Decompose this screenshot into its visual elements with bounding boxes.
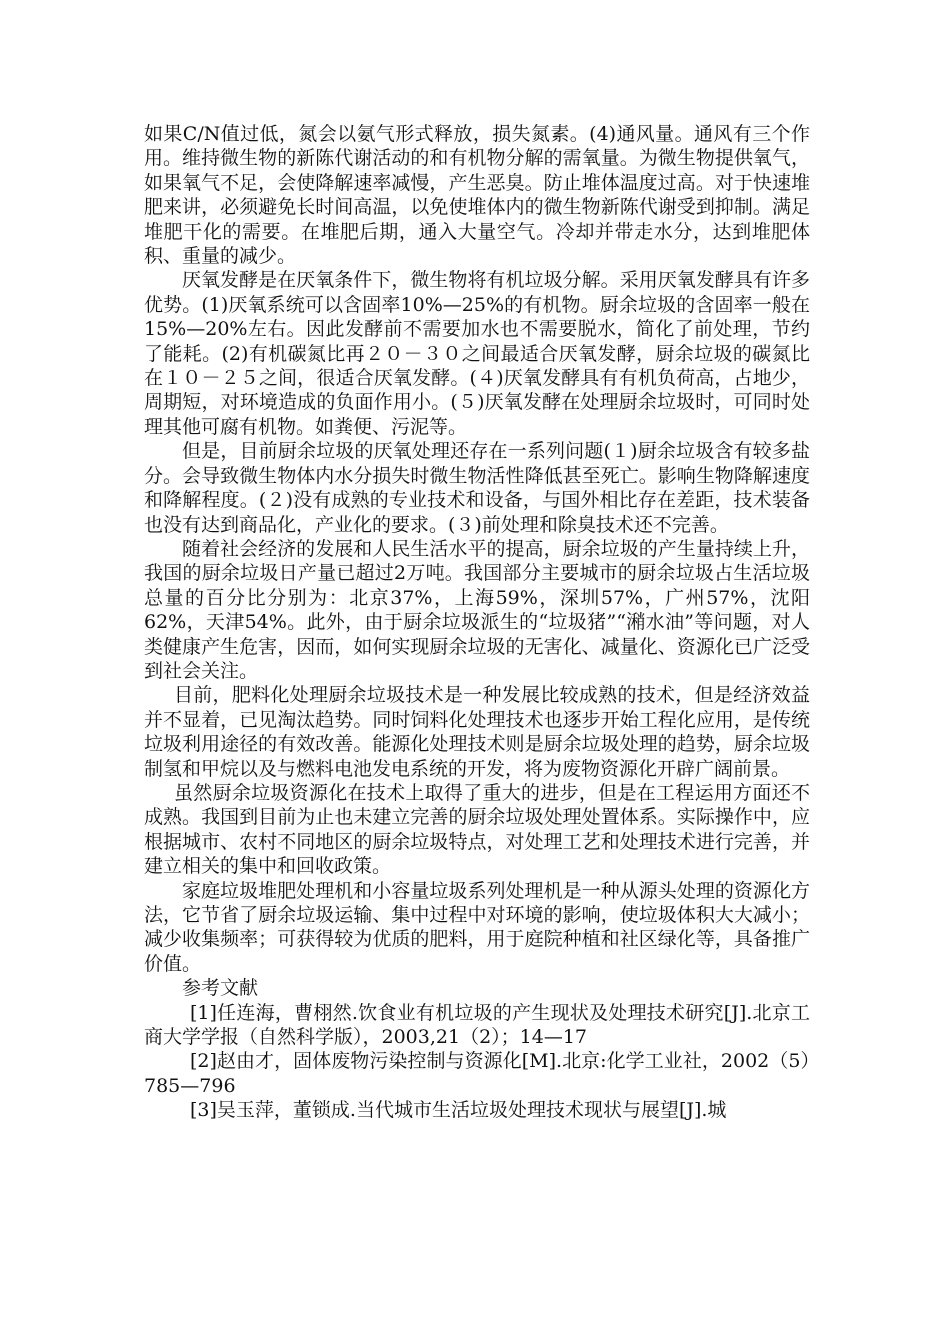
reference-item: [2]赵由才，固体废物污染控制与资源化[M].北京:化学工业社，2002（5）785—796 <box>144 1050 810 1097</box>
paragraph-ventilation: 如果C/N值过低，氮会以氨气形式释放，损失氮素。(4)通风量。通风有三个作用。维持微生物的新陈代谢活动的和有机物分解的需氧量。为微生物提供氧气，如果氧气不足，会使降解速率减慢，产生恶臭。防止堆体温度过高。对于快速堆肥来讲，必须避免长时间高温，以免使堆体内的微生物新陈代谢受到抑制。满足堆肥干化的需要。在堆肥后期，通入大量空气。冷却并带走水分，达到堆肥体积、重量的减少。 <box>144 123 810 268</box>
paragraph-household-composter: 家庭垃圾堆肥处理机和小容量垃圾系列处理机是一种从源头处理的资源化方法，它节省了厨余垃圾运输、集中过程中对环境的影响，使垃圾体积大大减小；减少收集频率；可获得较为优质的肥料，用于庭院种植和社区绿化等，具备推广价值。 <box>144 879 810 975</box>
paragraph-anaerobic-advantages: 厌氧发酵是在厌氧条件下，微生物将有机垃圾分解。采用厌氧发酵具有许多优势。(1)厌氧系统可以含固率10%—25%的有机物。厨余垃圾的含固率一般在15%—20%左右。因此发酵前不需要加水也不需要脱水，简化了前处理，节约了能耗。(2)有机碳氮比再２０－３０之间最适合厌氧发酵，厨余垃圾的碳氮比在１０－２５之间，很适合厌氧发酵。(４)厌氧发酵具有有机负荷高，占地少，周期短，对环境造成的负面作用小。(５)厌氧发酵在处理厨余垃圾时，可同时处理其他可腐有机物。如粪便、污泥等。 <box>144 269 810 438</box>
document-page <box>144 122 810 1123</box>
paragraph-treatment-technologies: 目前，肥料化处理厨余垃圾技术是一种发展比较成熟的技术，但是经济效益并不显着，已见淘汰趋势。同时饲料化处理技术也逐步开始工程化应用，是传统垃圾利用途径的有效改善。能源化处理技术则是厨余垃圾处理的趋势，厨余垃圾制氢和甲烷以及与燃料电池发电系统的开发，将为废物资源化开辟广阔前景。 <box>144 684 810 780</box>
reference-item: [1]任连海，曹栩然.饮食业有机垃圾的产生现状及处理技术研究[J].北京工商大学学报（自然科学版），2003,21（2）；14—17 <box>144 1001 810 1049</box>
paragraph-engineering-status: 虽然厨余垃圾资源化在技术上取得了重大的进步，但是在工程运用方面还不成熟。我国到目前为止也未建立完善的厨余垃圾处理处置体系。实际操作中，应根据城市、农村不同地区的厨余垃圾特点，对处理工艺和处理技术进行完善，并建立相关的集中和回收政策。 <box>144 781 810 878</box>
reference-item: [3]吴玉萍，董锁成.当代城市生活垃圾处理技术现状与展望[J].城 <box>190 1099 727 1122</box>
paragraph-waste-output: 随着社会经济的发展和人民生活水平的提高，厨余垃圾的产生量持续上升，我国的厨余垃圾日产量已超过2万吨。我国部分主要城市的厨余垃圾占生活垃圾总量的百分比分别为：北京37%，上海59%，深圳57%，广州57%，沈阳62%，天津54%。此外，由于厨余垃圾派生的“垃圾猪”“潲水油”等问题，对人类健康产生危害，因而，如何实现厨余垃圾的无害化、减量化、资源化已广泛受到社会关注。 <box>144 537 810 682</box>
references-heading: 参考文献 <box>182 977 259 1000</box>
paragraph-anaerobic-problems: 但是，目前厨余垃圾的厌氧处理还存在一系列问题(１)厨余垃圾含有较多盐分。会导致微生物体内水分损失时微生物活性降低甚至死亡。影响生物降解速度和降解程度。(２)没有成熟的专业技术和设备，与国外相比存在差距，技术装备也没有达到商品化，产业化的要求。(３)前处理和除臭技术还不完善。 <box>144 440 810 536</box>
